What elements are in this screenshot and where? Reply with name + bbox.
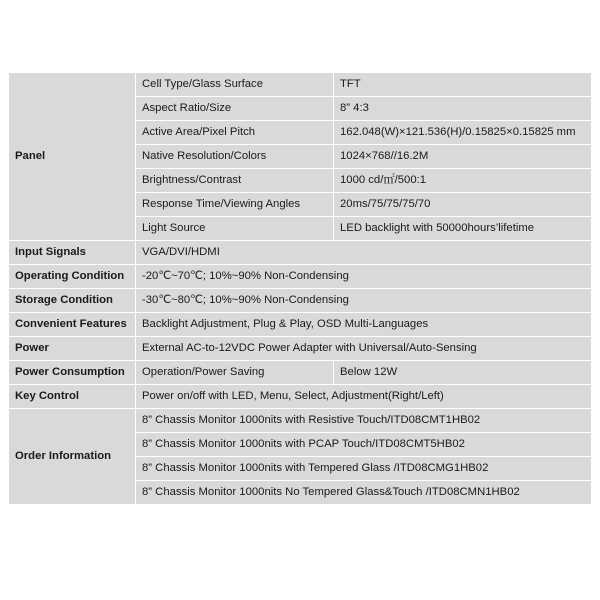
table-row: [9, 265, 591, 288]
row-label: Key Control: [9, 385, 135, 408]
specification-table: [8, 72, 592, 505]
row-value: 8” Chassis Monitor 1000nits with PCAP Touch/ITD08CMT5HB02: [136, 433, 591, 456]
row-label: Order Information: [9, 409, 135, 504]
table-row: [9, 289, 591, 312]
row-label: Panel: [9, 73, 135, 240]
table-row: [9, 241, 591, 264]
table-row: [9, 73, 591, 96]
row-sublabel: Active Area/Pixel Pitch: [136, 121, 333, 144]
table-row: [9, 337, 591, 360]
specification-sheet: [8, 72, 592, 505]
specification-table-body: [9, 73, 591, 504]
row-sublabel: Operation/Power Saving: [136, 361, 333, 384]
row-sublabel: Native Resolution/Colors: [136, 145, 333, 168]
row-label: Power: [9, 337, 135, 360]
row-sublabel: Response Time/Viewing Angles: [136, 193, 333, 216]
row-label: Power Consumption: [9, 361, 135, 384]
row-label: Operating Condition: [9, 265, 135, 288]
row-value: 1024×768//16.2M: [334, 145, 591, 168]
row-value: VGA/DVI/HDMI: [136, 241, 591, 264]
row-sublabel: Brightness/Contrast: [136, 169, 333, 192]
row-label: Convenient Features: [9, 313, 135, 336]
row-value: Below 12W: [334, 361, 591, 384]
table-row: [9, 313, 591, 336]
row-sublabel: Aspect Ratio/Size: [136, 97, 333, 120]
row-value: 1000 cd/㎡/500:1: [334, 169, 591, 192]
row-value: Power on/off with LED, Menu, Select, Adjustment(Right/Left): [136, 385, 591, 408]
table-row: [9, 361, 591, 384]
row-sublabel: Light Source: [136, 217, 333, 240]
row-label: Storage Condition: [9, 289, 135, 312]
table-row: [9, 409, 591, 432]
row-value: TFT: [334, 73, 591, 96]
row-value: Backlight Adjustment, Plug & Play, OSD Multi-Languages: [136, 313, 591, 336]
row-value: -30℃~80℃; 10%~90% Non-Condensing: [136, 289, 591, 312]
row-value: 8” Chassis Monitor 1000nits No Tempered Glass&Touch /ITD08CMN1HB02: [136, 481, 591, 504]
table-row: [9, 385, 591, 408]
row-value: LED backlight with 50000hours’lifetime: [334, 217, 591, 240]
row-value: 162.048(W)×121.536(H)/0.15825×0.15825 mm: [334, 121, 591, 144]
row-value: External AC-to-12VDC Power Adapter with Universal/Auto-Sensing: [136, 337, 591, 360]
row-value: 8” 4:3: [334, 97, 591, 120]
row-value: 8” Chassis Monitor 1000nits with Tempered Glass /ITD08CMG1HB02: [136, 457, 591, 480]
row-label: Input Signals: [9, 241, 135, 264]
row-value: 8” Chassis Monitor 1000nits with Resistive Touch/ITD08CMT1HB02: [136, 409, 591, 432]
row-value: -20℃~70℃; 10%~90% Non-Condensing: [136, 265, 591, 288]
row-value: 20ms/75/75/75/70: [334, 193, 591, 216]
row-sublabel: Cell Type/Glass Surface: [136, 73, 333, 96]
